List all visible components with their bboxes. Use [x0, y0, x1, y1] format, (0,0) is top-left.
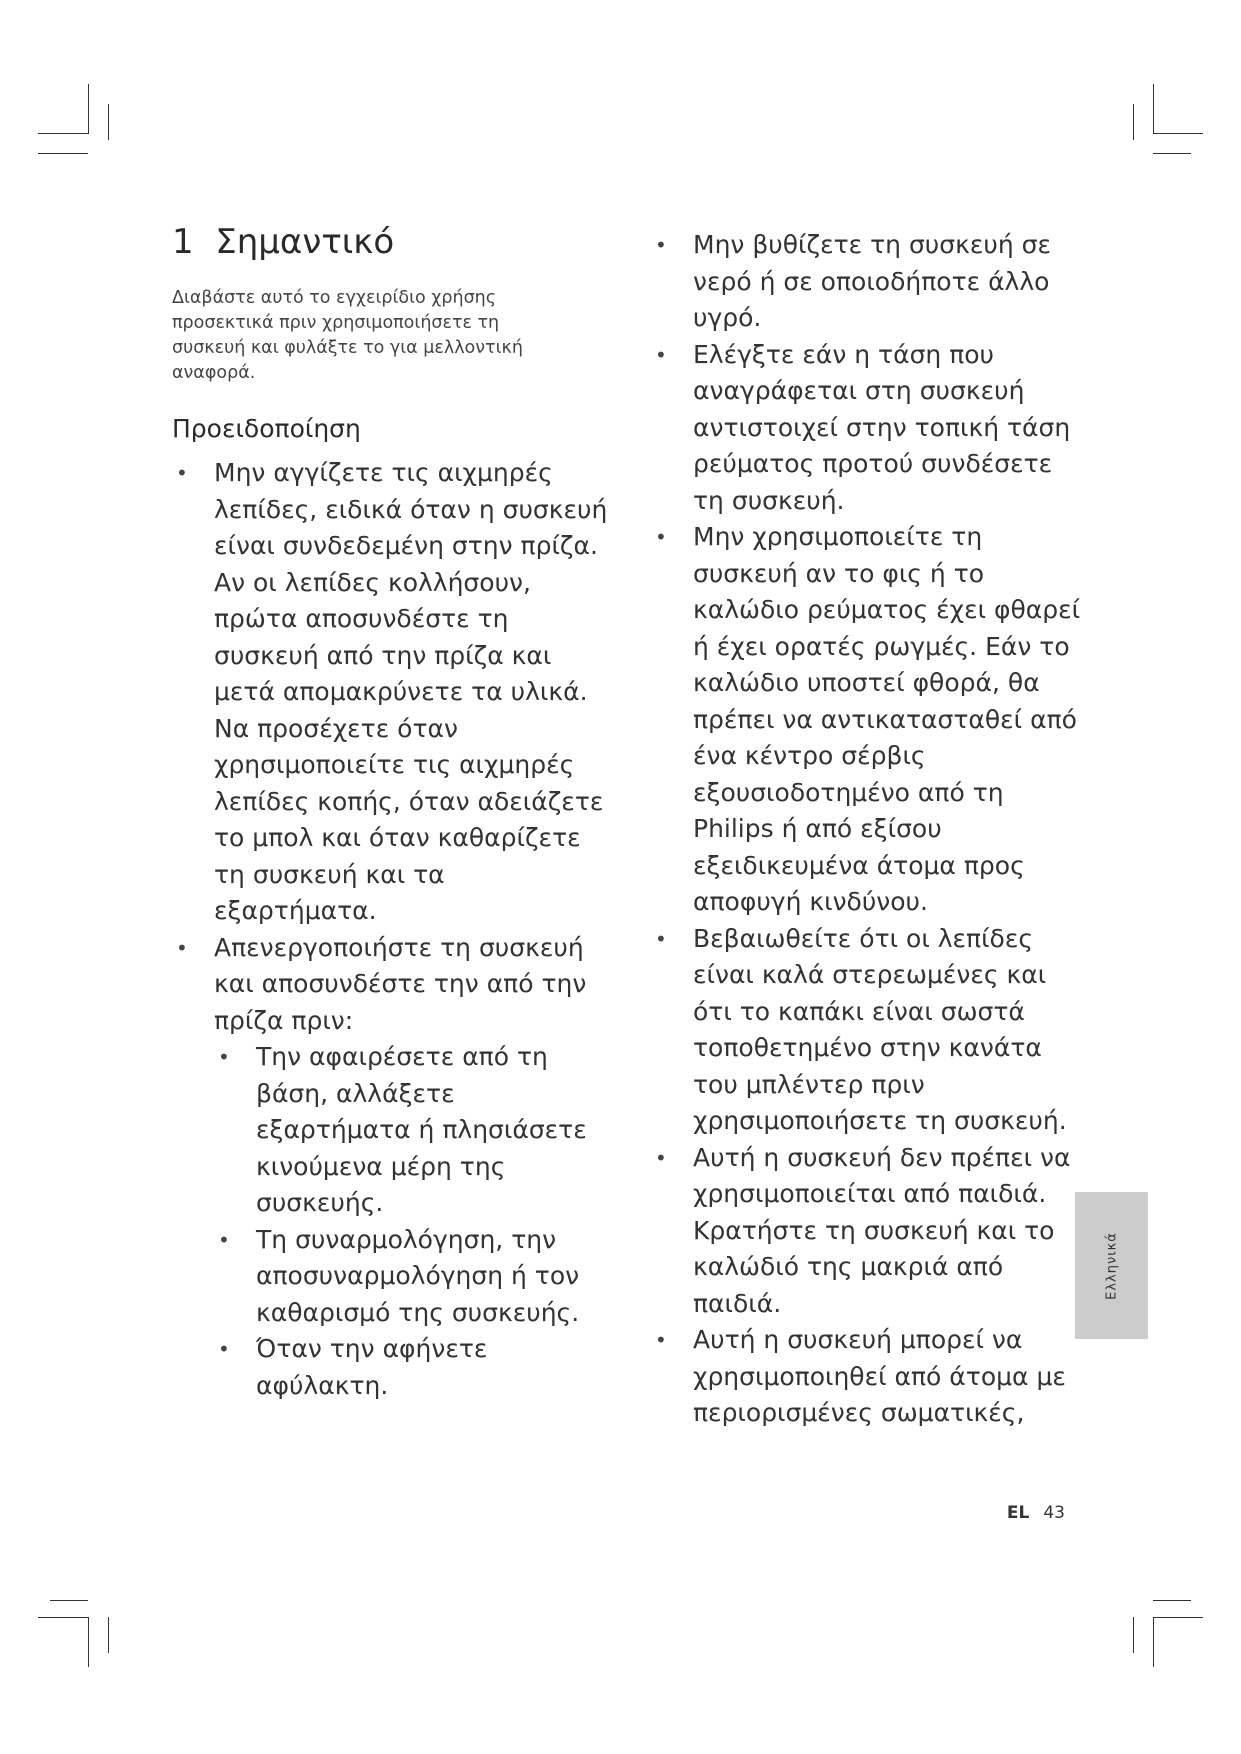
page-title — [172, 222, 394, 262]
list-item: • Αυτή η συσκευή δεν πρέπει να χρησιμοποιείται από παιδιά. Κρατήστε τη συσκευή και το καλώδιό της μακριά από παιδιά. — [651, 1140, 1081, 1323]
bullet-text: • Μην αγγίζετε τις αιχμηρές λεπίδες, ειδικά όταν η συσκευή είναι συνδεδεμένη στην πρίζα. — [214, 458, 608, 560]
sub-list-item: • Τη συναρμολόγηση, την αποσυναρμολόγηση ή τον καθαρισμό της συσκευής. — [214, 1222, 612, 1332]
bullet-text: • Απενεργοποιήστε τη συσκευή και αποσυνδέστε την από την πρίζα πριν: — [214, 932, 587, 1035]
crop-mark-tr-v2 — [1133, 104, 1134, 140]
crop-mark-br-h — [1153, 1617, 1203, 1618]
crop-mark-tl-v2 — [108, 104, 109, 140]
left-bullet-list — [172, 455, 612, 1404]
crop-mark-tr-h — [1153, 133, 1203, 134]
sub-list-item: • Την αφαιρέσετε από τη βάση, αλλάξετε εξαρτήματα ή πλησιάσετε κινούμενα μέρη της συσκευής. — [214, 1039, 612, 1222]
sub-list-item: • Όταν την αφήνετε αφύλακτη. — [214, 1331, 612, 1404]
left-column — [172, 455, 612, 1404]
crop-mark-bl-h2 — [50, 1600, 88, 1601]
list-item: • Μην χρησιμοποιείτε τη συσκευή αν το φις ή το καλώδιο ρεύματος έχει φθαρεί ή έχει ορατές ρωγμές. Εάν το καλώδιο υποστεί φθορά, θα πρέπει να αντικατασταθεί από ένα κέντρο σέρβις εξουσιοδοτημένο από τη Philips ή από εξίσου εξειδικευμένα άτομα προς αποφυγή κινδύνου. — [651, 519, 1081, 921]
list-item: • Ελέγξτε εάν η τάση που αναγράφεται στη συσκευή αντιστοιχεί στην τοπική τάση ρεύματος προτού συνδέσετε τη συσκευή. — [651, 337, 1081, 520]
crop-mark-bl-h — [38, 1617, 88, 1618]
crop-mark-tl-h — [38, 133, 88, 134]
list-item: • Βεβαιωθείτε ότι οι λεπίδες είναι καλά στερεωμένες και ότι το καπάκι είναι σωστά τοποθετημένο στην κανάτα του μπλέντερ πριν χρησιμοποιήσετε τη συσκευή. — [651, 921, 1081, 1140]
footer-language-code: EL — [1006, 1503, 1030, 1523]
bullet-text: Αν οι λεπίδες κολλήσουν, πρώτα αποσυνδέστε τη συσκευή από την πρίζα και μετά απομακρύνετε τα υλικά. Να προσέχετε όταν χρησιμοποιείτε τις αιχμηρές λεπίδες κοπής, όταν αδειάζετε το μπολ και όταν καθαρίζετε τη συσκευή και τα εξαρτήματα. — [214, 567, 604, 925]
list-item — [172, 930, 612, 1405]
right-bullet-list — [651, 227, 1081, 1432]
list-item: • Μην βυθίζετε τη συσκευή σε νερό ή σε οποιοδήποτε άλλο υγρό. — [651, 227, 1081, 337]
sub-bullet-list — [214, 1039, 612, 1404]
warning-heading: Προειδοποίηση — [172, 414, 361, 443]
language-side-tab — [1075, 1192, 1148, 1339]
list-item — [172, 455, 612, 930]
crop-mark-tl-h2 — [38, 153, 88, 154]
crop-mark-tr-v — [1153, 84, 1154, 134]
crop-mark-bl-v2 — [108, 1617, 109, 1653]
crop-mark-br-h2 — [1153, 1600, 1191, 1601]
crop-mark-br-v — [1153, 1617, 1154, 1667]
crop-mark-br-v2 — [1133, 1617, 1134, 1653]
chapter-number: 1 — [172, 222, 194, 262]
page-number: 43 — [1043, 1503, 1065, 1523]
intro-paragraph: Διαβάστε αυτό το εγχειρίδιο χρήσης προσεκτικά πριν χρησιμοποιήσετε τη συσκευή και φυλάξτε το για μελλοντική αναφορά. — [172, 288, 523, 383]
crop-mark-tr-h2 — [1153, 153, 1191, 154]
language-tab-label: Ελληνικά — [1104, 1231, 1119, 1300]
page-footer — [1007, 1503, 1065, 1523]
right-column — [651, 227, 1081, 1432]
list-item: • Αυτή η συσκευή μπορεί να χρησιμοποιηθεί από άτομα με περιορισμένες σωματικές, — [651, 1322, 1081, 1432]
crop-mark-tl-v — [88, 84, 89, 134]
crop-mark-bl-v — [88, 1617, 89, 1667]
chapter-title: Σημαντικό — [215, 222, 395, 262]
